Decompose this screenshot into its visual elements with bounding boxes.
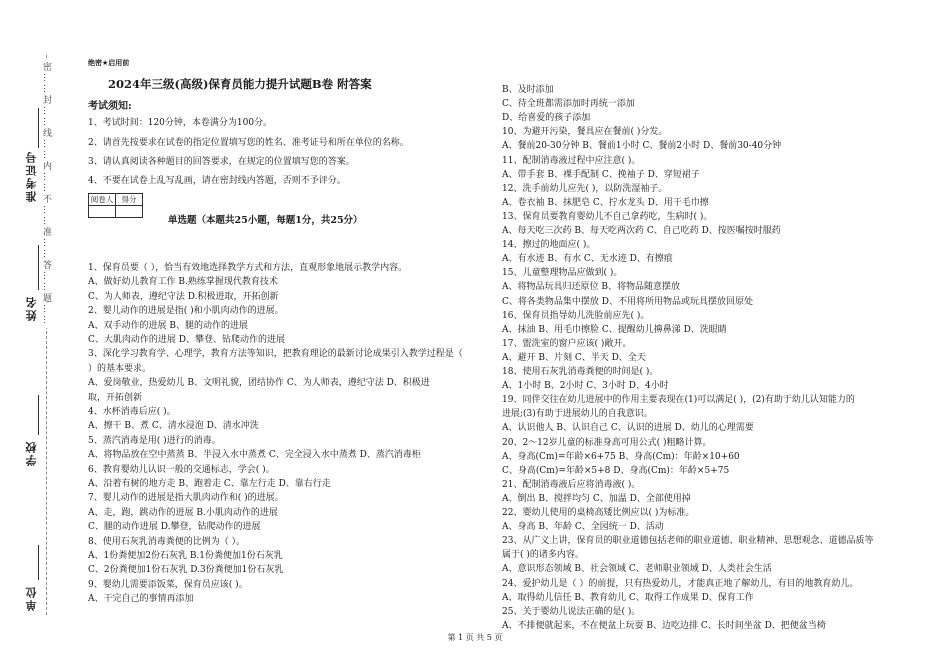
question-line: 4、水杯消毒后应( )。 [88,407,176,417]
question-line: A、干完自己的事情再添加 [88,594,194,605]
question-line: A、沿着有树的地方走 B、跑着走 C、靠左行走 D、靠右行走 [88,479,331,489]
question-line: 21、配制消毒液后应将消毒液( )。 [502,479,641,490]
question-line: 7、婴儿动作的进展是指大肌肉动作和( )的进展。 [88,493,284,504]
question-line: 23、从广义上讲，保育员的职业道德包括老师的职业道德、职业精神、思想观念、道德品质等 [502,536,874,547]
question-line: A、避开 B、片刻 C、半天 D、全天 [502,352,646,363]
question-line: 12、洗手前幼儿应先( )，以防洗湿袖子。 [502,183,668,194]
seal-line-text: 密……封……线……内……不……准……答……题…… [41,62,51,326]
grader-cell[interactable] [89,206,116,218]
question-line: A、将物品玩具归还原位 B、将物品随意摆放 [502,282,680,293]
question-line: C、腿的动作进展 D.攀登，钻爬动作的进展 [88,522,261,533]
question-line: 18、使用石灰乳消毒粪便的时间是( )。 [502,367,659,377]
question-line: A、每天吃三次药 B、每天吃两次药 C、自己吃药 D、按医嘱按时服药 [502,226,781,236]
question-line: A、身高 B、年龄 C、全园统一 D、活动 [502,522,664,533]
question-line: C、待全班都需添加时再统一添加 [502,99,635,110]
question-line: C、为人师表，遵纪守法 D.积极进取，开拓创新 [88,291,279,302]
question-line: 1、保育员要（ ），恰当有效地选择教学方式和方法，直观形象地展示教学内容。 [88,263,408,273]
notice-heading: 考试须知: [88,101,132,112]
question-line: A、走，跑，跳动作的进展 B.小肌肉动作的进展 [88,507,278,518]
question-line: 25、关于婴幼儿说法正确的是( )。 [502,606,641,617]
notice-item: 1、考试时间：120分钟，本卷满分为100分。 [88,118,273,128]
question-line: 2、婴儿动作的进展是指( )和小肌肉动作的进展。 [88,306,284,317]
question-line: 属于( )的诸多内容。 [502,550,584,561]
unit-label: 单位 [25,585,38,611]
question-line: A、身高(Cm)=年龄×6+75 B、身高(Cm)：年龄×10+60 [502,451,740,462]
question-line: C、将各类物品集中摆放 D、不用将所用物品或玩具摆放回原处 [502,296,753,307]
name-label: 姓名 [25,295,38,321]
question-line: 15、儿童整理物品应做到( )。 [502,268,623,279]
question-line: 24、爱护幼儿是（ ）的前提，只有热爱幼儿，才能真正地了解幼儿，有目的地教育幼儿。 [502,578,859,589]
ticket-number-line[interactable] [38,108,39,148]
question-line: 13、保育员要教育婴幼儿不自己拿药吃，生病时( )。 [502,211,713,222]
question-line: A、将物品放在空中蒸蒸 B、半浸入水中蒸煮 C、完全浸入水中蒸煮 D、蒸汽消毒柜 [88,450,421,461]
score-cell[interactable] [116,206,143,218]
question-line: 取，开拓创新 [88,392,143,403]
question-line: A、做好幼儿教育工作 B.熟练掌握现代教育技术 [88,277,278,288]
question-line: 16、保育员指导幼儿洗脸前应先( )。 [502,310,650,321]
score-table [88,193,143,218]
question-line: 8、使用石灰乳消毒粪便的比例为（ ）。 [88,536,246,547]
question-line: A、认识他人 B、认识自己 C、认识的进展 D、幼儿的心理需要 [502,423,754,434]
question-line: A、双手动作的进展 B、腿的动作的进展 [88,320,248,331]
question-line: 22、婴幼儿使用的桌椅高矮比例应以( )为标准。 [502,508,695,518]
question-line: A、意识形态领域 B、社会领域 C、老师职业领域 D、人类社会生活 [502,564,772,575]
question-line: A、不排便就起来，不在便盆上玩耍 B、边吃边排 C、长时间坐盆 D、把便盆当椅 [502,620,826,631]
unit-line[interactable] [38,545,39,580]
name-line[interactable] [38,245,39,290]
question-line: A、卷衣袖 B、抹肥皂 C、拧水龙头 D、用干毛巾擦 [502,197,709,208]
school-line[interactable] [38,395,39,435]
question-line: C、2份粪便加1份石灰乳 D.3份粪便加1份石灰乳 [88,565,284,576]
question-line: ）的基本要求。 [88,363,152,374]
question-line: A、带手套 B、裸手配制 C、挽袖子 D、穿短裙子 [502,169,700,180]
question-line: 5、蒸汽消毒是用( )进行的消毒。 [88,435,221,446]
question-line: A、抹油 B、用毛巾擦脸 C、提醒幼儿擤鼻涕 D、洗眼睛 [502,324,727,335]
question-line: A、有水迹 B、有水 C、无水迹 D、有擦痕 [502,254,673,265]
binding-strip [0,0,75,671]
question-line: A、取得幼儿信任 B、教育幼儿 C、取得工作成果 D、保育工作 [502,592,754,603]
secret-mark: 绝密★启用前 [88,59,130,67]
question-line: A、擦干 B、煮 C、清水浸泡 D、清水冲洗 [88,421,259,432]
question-line: 6、教育婴幼儿认识一般的交通标志，学会( )。 [88,464,275,475]
notice-item: 2、请首先按要求在试卷的指定位置填写您的姓名、准考证号和所在单位的名称。 [88,138,409,148]
question-line: A、餐前20-30分钟 B、餐前1小时 C、餐前2小时 D、餐前30-40分钟 [502,141,782,152]
question-line: C、身高(Cm)=年龄×5+8 D、身高(Cm)：年龄×5+75 [502,465,730,476]
question-line: 17、盥洗室的窗户应该( )敞开。 [502,338,632,349]
question-line: A、1小时 B、2小时 C、3小时 D、4小时 [502,381,669,392]
question-line: 19、同伴交往在幼儿进展中的作用主要表现在(1)可以满足( )，(2)有助于幼儿认知能力的 [502,395,855,406]
question-line: A、倒出 B、搅拌均匀 C、加温 D、全部使用掉 [502,493,691,504]
section-heading: 单选题（本题共25小题，每题1分，共25分） [168,215,363,226]
school-label: 学校 [25,440,38,466]
notice-item: 3、请认真阅读各种题目的回答要求，在规定的位置填写您的答案。 [88,157,355,167]
question-line: 3、深化学习教育学、心理学，教育方法等知识，把教育理论的最新讨论成果引入教学过程是（ [88,349,463,360]
grader-header: 阅卷人 [89,194,116,206]
question-line: C、大肌肉动作的进展 D、攀登、钻爬动作的进展 [88,335,285,345]
notice-item: 4、不要在试卷上乱写乱画，请在密封线内答题，否则不予评分。 [88,176,346,186]
question-line: A、爱岗敬业，热爱幼儿 B、文明礼貌，团结协作 C、为人师表，遵纪守法 D、积极进 [88,378,430,389]
question-line: 11、配制消毒液过程中应注意( )。 [502,155,641,166]
question-line: 进展;(3)有助于进展幼儿的自我意识。 [502,409,653,420]
question-line: 9、婴幼儿需要添饭菜，保育员应该( )。 [88,579,248,590]
question-line: 14、擦过的地面应( )。 [502,240,596,251]
page-footer: 第 1 页 共 5 页 [447,633,503,642]
question-line: A、1份粪便加2份石灰乳 B.1份粪便加1份石灰乳 [88,551,283,561]
score-header: 得分 [116,194,143,206]
exam-title: 2024年三级(高级)保育员能力提升试题B卷 附答案 [108,77,372,91]
question-line: B、及时添加 [502,85,554,95]
question-line: 20、2～12岁儿童的标准身高可用公式( )粗略计算。 [502,437,712,448]
question-line: 10、为避开污染，餐具应在餐前( )分发。 [502,127,668,138]
question-line: D、给喜爱的孩子添加 [502,113,591,124]
ticket-number-label: 准考证号 [25,150,38,202]
